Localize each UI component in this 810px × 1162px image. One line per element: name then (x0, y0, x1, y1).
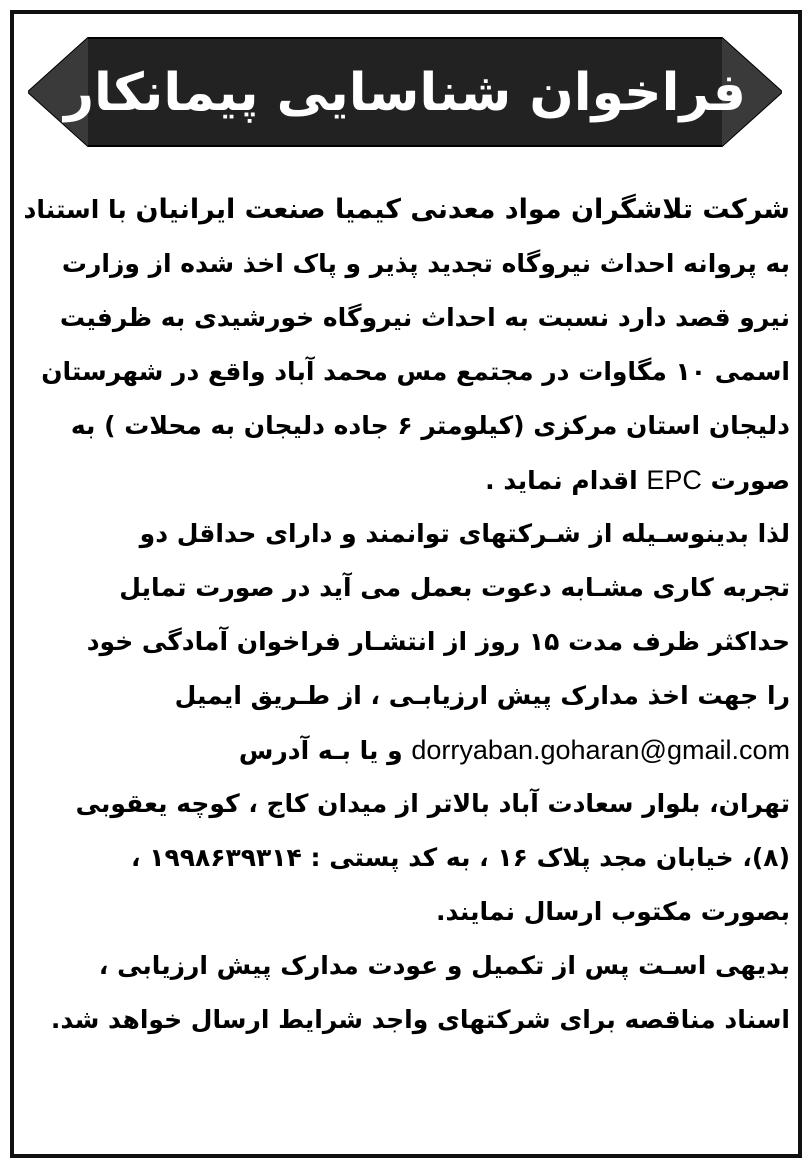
email-address: dorryaban.goharan@gmail.com (411, 735, 790, 765)
body-line-5: دلیجان استان مرکزی (کیلومتر ۶ جاده دلیجان به محلات ) به (70, 411, 790, 440)
body-line-11 (22, 723, 790, 777)
company-name: شرکت تلاشگران مواد معدنی کیمیا صنعت ایرانیان (135, 194, 790, 225)
notice-title: فراخوان شناسایی پیمانکار (64, 63, 746, 123)
body-text-action: اقدام نماید . (485, 466, 638, 495)
body-line-7: لذا بدینوسـیله از شـرکتهای توانمند و دارای حداقل دو (139, 519, 790, 548)
body-line-15: بدیهی اسـت پس از تکمیل و عودت مدارک پیش ارزیابی ، (98, 951, 790, 980)
notice-body (22, 183, 790, 1047)
body-line-2: به پروانه احداث نیروگاه تجدید پذیر و پاک اخذ شده از وزارت (61, 249, 790, 278)
epc-label: EPC (646, 465, 702, 495)
body-line-9: حداکثر ظرف مدت ۱۵ روز از انتشـار فراخوان آمادگی خود (86, 627, 790, 656)
body-line-1 (22, 183, 790, 237)
body-line-8: تجربه کاری مشـابه دعوت بعمل می آید در صورت تمایل (119, 573, 790, 602)
body-line-12: تهران، بلوار سعادت آباد بالاتر از میدان کاج ، کوچه یعقوبی (75, 789, 790, 818)
body-line-4: اسمی ۱۰ مگاوات در مجتمع مس محمد آباد واقع در شهرستان (41, 357, 790, 386)
body-text-1: با استناد (23, 195, 127, 224)
body-text-surat: صورت (710, 466, 790, 495)
body-line-3: نیرو قصد دارد نسبت به احداث نیروگاه خورشیدی به ظرفیت (59, 303, 790, 332)
body-line-16: اسناد مناقصه برای شرکتهای واجد شرایط ارسال خواهد شد. (50, 1005, 790, 1034)
title-banner (28, 28, 782, 156)
body-line-10: را جهت اخذ مدارک پیش ارزیابـی ، از طـریق ایمیل (174, 681, 790, 710)
body-line-14: بصورت مکتوب ارسال نمایند. (435, 897, 790, 926)
body-line-13: (۸)، خیابان مجد پلاک ۱۶ ، به کد پستی : ۱۹۹۸۶۳۹۳۱۴ ، (131, 843, 790, 872)
body-line-6 (22, 453, 790, 507)
body-text-address-label: و یا بـه آدرس (238, 736, 403, 765)
